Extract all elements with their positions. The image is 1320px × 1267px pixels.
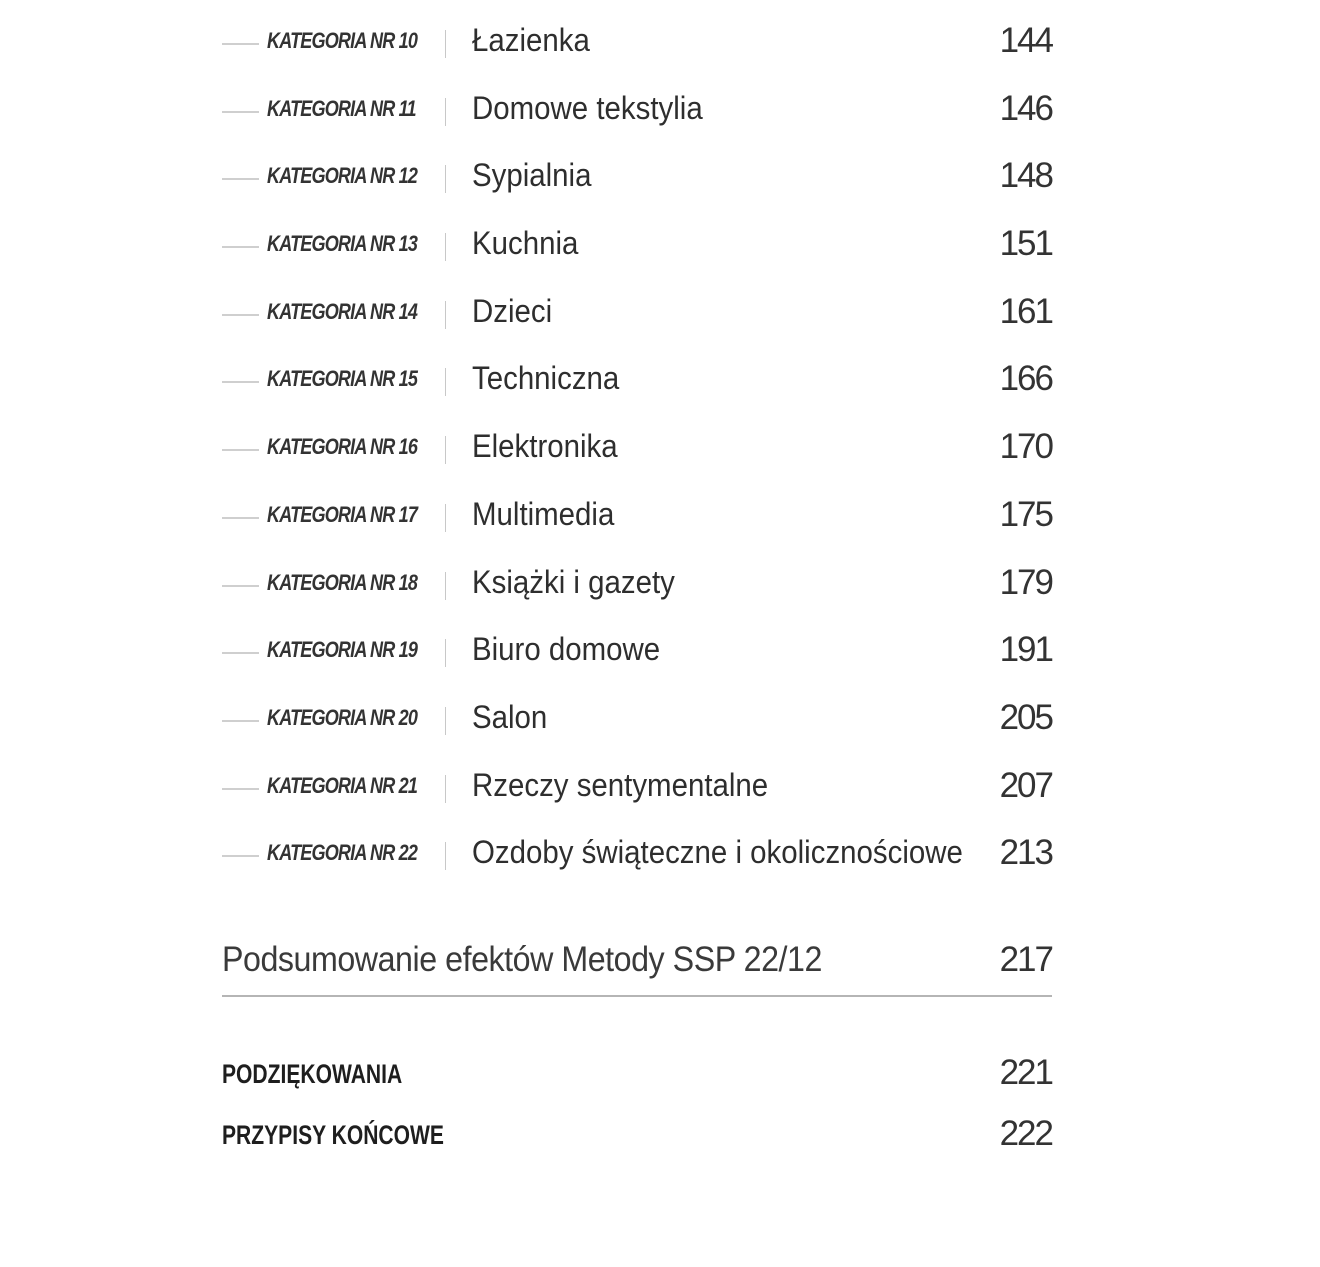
- toc-entry[interactable]: [222, 135, 1052, 203]
- category-number-label: KATEGORIA NR 16: [267, 434, 418, 460]
- category-number-label: KATEGORIA NR 20: [267, 704, 418, 730]
- toc-entry[interactable]: [222, 68, 1052, 136]
- page-number: 207: [999, 765, 1052, 805]
- page-number: 213: [999, 833, 1052, 873]
- category-title: Elektronika: [472, 428, 618, 465]
- leader-dash: [222, 585, 259, 587]
- summary-entry[interactable]: [222, 940, 1052, 998]
- category-title: Sypialnia: [472, 157, 592, 194]
- toc-entry[interactable]: [222, 271, 1052, 339]
- table-of-contents: [222, 0, 1052, 880]
- leader-dash: [222, 652, 259, 654]
- page-number: 179: [999, 562, 1052, 602]
- category-title: Ozdoby świąteczne i okolicznościowe: [472, 834, 963, 871]
- separator: [445, 572, 446, 600]
- category-title: Łazienka: [472, 22, 590, 58]
- category-title: Multimedia: [472, 495, 615, 532]
- category-title: Techniczna: [472, 360, 620, 397]
- separator: [445, 30, 446, 58]
- category-number-label: KATEGORIA NR 22: [267, 840, 418, 866]
- leader-dash: [222, 720, 259, 722]
- summary-page-number: 217: [999, 940, 1052, 979]
- separator: [445, 436, 446, 464]
- category-number-label: KATEGORIA NR 11: [267, 95, 416, 121]
- toc-entry[interactable]: [222, 474, 1052, 542]
- category-title: Biuro domowe: [472, 631, 661, 668]
- leader-dash: [222, 517, 259, 519]
- toc-entry[interactable]: [222, 745, 1052, 813]
- page-number: 205: [999, 697, 1052, 737]
- leader-dash: [222, 855, 259, 857]
- leader-dash: [222, 449, 259, 451]
- category-title: Dzieci: [472, 292, 553, 329]
- category-number-label: KATEGORIA NR 17: [267, 501, 418, 527]
- category-number-label: KATEGORIA NR 18: [267, 569, 418, 595]
- category-title: Książki i gazety: [472, 563, 675, 600]
- leader-dash: [222, 43, 259, 45]
- toc-entry[interactable]: [222, 812, 1052, 880]
- separator: [445, 301, 446, 329]
- page-number: 175: [999, 494, 1052, 534]
- page-number: 161: [999, 291, 1052, 331]
- category-number-label: KATEGORIA NR 12: [267, 163, 418, 189]
- toc-entry[interactable]: [222, 406, 1052, 474]
- leader-dash: [222, 788, 259, 790]
- leader-dash: [222, 381, 259, 383]
- toc-entry[interactable]: [222, 0, 1052, 68]
- leader-dash: [222, 178, 259, 180]
- category-number-label: KATEGORIA NR 19: [267, 637, 418, 663]
- page-number: 144: [999, 21, 1052, 60]
- category-title: Rzeczy sentymentalne: [472, 766, 769, 803]
- category-number-label: KATEGORIA NR 10: [267, 28, 418, 53]
- end-section-page-number: 222: [999, 1114, 1052, 1153]
- end-section-endnotes[interactable]: [222, 1114, 1052, 1156]
- category-title: Salon: [472, 698, 548, 735]
- separator: [445, 639, 446, 667]
- page-number: 170: [999, 427, 1052, 467]
- separator: [445, 707, 446, 735]
- end-section-page-number: 221: [999, 1053, 1052, 1092]
- page-number: 151: [999, 224, 1052, 264]
- leader-dash: [222, 246, 259, 248]
- separator: [445, 842, 446, 870]
- page-number: 148: [999, 156, 1052, 196]
- separator: [445, 233, 446, 261]
- toc-entry[interactable]: [222, 203, 1052, 271]
- separator: [445, 775, 446, 803]
- category-title: Kuchnia: [472, 225, 579, 262]
- summary-title: Podsumowanie efektów Metody SSP 22/12: [222, 940, 822, 979]
- divider: [222, 995, 1052, 997]
- category-number-label: KATEGORIA NR 14: [267, 298, 418, 324]
- separator: [445, 368, 446, 396]
- end-section-acknowledgements[interactable]: [222, 1053, 1052, 1095]
- toc-entry[interactable]: [222, 542, 1052, 610]
- toc-entry[interactable]: [222, 609, 1052, 677]
- separator: [445, 504, 446, 532]
- category-number-label: KATEGORIA NR 15: [267, 366, 418, 392]
- page-number: 146: [999, 88, 1052, 128]
- leader-dash: [222, 314, 259, 316]
- separator: [445, 165, 446, 193]
- end-section-label: PRZYPISY KOŃCOWE: [222, 1120, 444, 1150]
- page-number: 166: [999, 359, 1052, 399]
- leader-dash: [222, 111, 259, 113]
- toc-entry[interactable]: [222, 677, 1052, 745]
- toc-entry[interactable]: [222, 338, 1052, 406]
- category-title: Domowe tekstylia: [472, 89, 703, 126]
- separator: [445, 98, 446, 126]
- end-section-label: PODZIĘKOWANIA: [222, 1059, 403, 1089]
- category-number-label: KATEGORIA NR 13: [267, 231, 418, 257]
- category-number-label: KATEGORIA NR 21: [267, 772, 418, 798]
- page-number: 191: [999, 630, 1052, 670]
